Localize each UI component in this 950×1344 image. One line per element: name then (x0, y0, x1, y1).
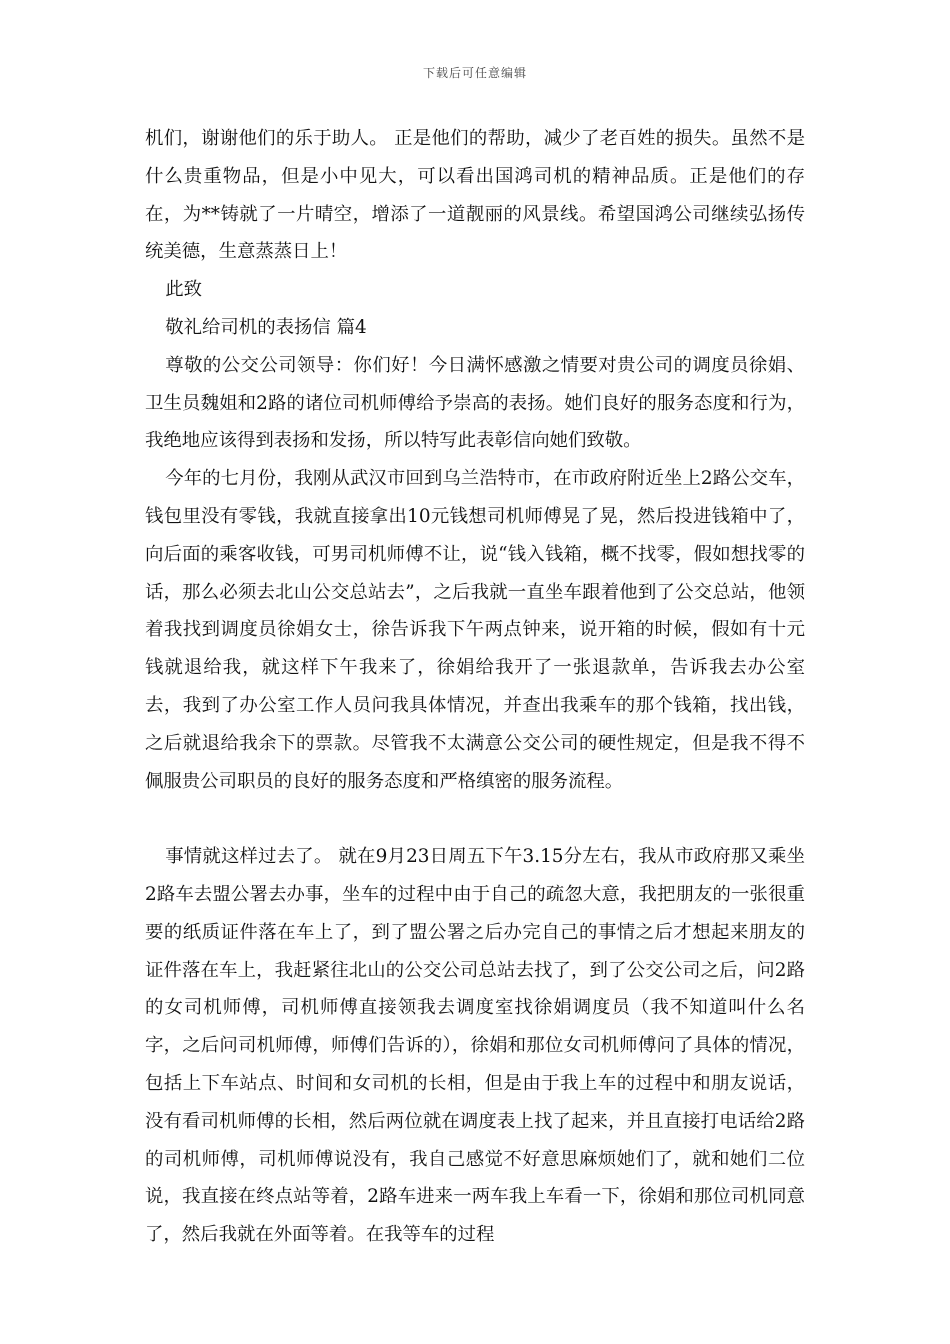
closing-salutation: 此致 (165, 279, 203, 301)
header-note: 下载后可任意编辑 (422, 66, 527, 80)
section-heading: 敬礼给司机的表扬信 篇4 (165, 316, 367, 338)
letter-body (145, 120, 805, 1254)
paragraph-july-story: 今年的七月份，我刚从武汉市回到乌兰浩特市，在市政府附近坐上2路公交车，钱包里没有零钱，我就直接拿出10元钱想司机师傅晃了晃，然后投进钱箱中了，向后面的乘客收钱，可男司机师傅不让，说“钱入钱箱，概不找零，假如想找零的话，那么必须去北山公交总站去”，之后我就一直坐车跟着他到了公交总站，他领着我找到调度员徐娟女士，徐告诉我下午两点钟来，说开箱的时候，假如有十元钱就退给我，就这样下午我来了，徐娟给我开了一张退款单，告诉我去办公室去，我到了办公室工作人员问我具体情况，并查出我乘车的那个钱箱，找出钱，之后就退给我余下的票款。尽管我不太满意公交公司的硬性规定，但是我不得不佩服贵公司职员的良好的服务态度和严格缜密的服务流程。 (145, 468, 805, 792)
paragraph-greeting: 尊敬的公交公司领导：你们好！今日满怀感激之情要对贵公司的调度员徐娟、卫生员魏姐和2路的诸位司机师傅给予崇高的表扬。她们良好的服务态度和行为，我绝地应该得到表扬和发扬，所以特写此表彰信向她们致敬。 (145, 354, 805, 452)
paragraph-september-story: 事情就这样过去了。 就在9月23日周五下午3.15分左右，我从市政府那又乘坐2路车去盟公署去办事，坐车的过程中由于自己的疏忽大意，我把朋友的一张很重要的纸质证件落在车上了，到了盟公署之后办完自己的事情之后才想起来朋友的证件落在车上，我赶紧往北山的公交公司总站去找了，到了公交公司之后，问2路的女司机师傅，司机师傅直接领我去调度室找徐娟调度员（我不知道叫什么名字，之后问司机师傅，师傅们告诉的），徐娟和那位女司机师傅问了具体的情况，包括上下车站点、时间和女司机的长相，但是由于我上车的过程中和朋友说话，没有看司机师傅的长相，然后两位就在调度表上找了起来，并且直接打电话给2路的司机师傅，司机师傅说没有，我自己感觉不好意思麻烦她们了，就和她们二位说，我直接在终点站等着，2路车进来一两车我上车看一下，徐娟和那位司机同意了，然后我就在外面等着。在我等车的过程 (145, 846, 805, 1246)
paragraph-continued: 机们，谢谢他们的乐于助人。 正是他们的帮助，减少了老百姓的损失。虽然不是什么贵重物品，但是小中见大，可以看出国鸿司机的精神品质。正是他们的存在，为**铸就了一片晴空，增添了一道靓丽的风景线。希望国鸿公司继续弘扬传统美德，生意蒸蒸日上！ (145, 128, 805, 263)
